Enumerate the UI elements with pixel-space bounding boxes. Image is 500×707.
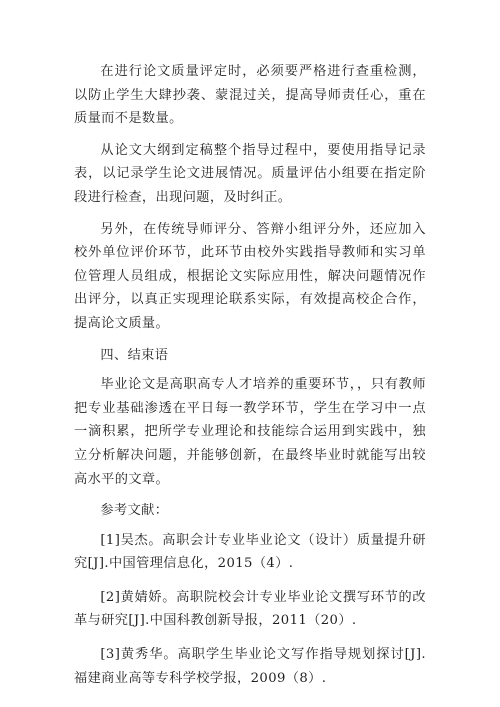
reference-item-2: [2]黄婧娇。高职院校会计专业毕业论文撰写环节的改革与研究[J].中国科教创新导报，2011（20）. <box>74 589 426 629</box>
references-heading: 参考文献： <box>100 503 169 519</box>
paragraph-external-evaluation: 另外，在传统导师评分、答辩小组评分外，还应加入校外单位评价环节，此环节由校外实践指导教师和实习单位管理人员组成，根据论文实际应用性，解决问题情况作出评分，以真正实现理论联系实际，有效提高校企合作，提高论文质量。 <box>74 221 426 331</box>
paragraph-quality-check: 在进行论文质量评定时，必须要严格进行查重检测，以防止学生大肆抄袭、蒙混过关，提高导师责任心，重在质量而不是数量。 <box>74 64 426 127</box>
paragraph-conclusion: 毕业论文是高职高专人才培养的重要环节，，只有教师把专业基础渗透在平日每一教学环节，学生在学习中一点一滴积累，把所学专业理论和技能综合运用到实践中，独立分析解决问题，并能够创新，在最终毕业时就能写出较高水平的文章。 <box>74 377 426 487</box>
reference-item-1: [1]吴杰。高职会计专业毕业论文（设计）质量提升研究[J].中国管理信息化，2015（4）. <box>74 532 426 572</box>
paragraph-guidance-record: 从论文大纲到定稿整个指导过程中，要使用指导记录表，以记录学生论文进展情况。质量评估小组要在指定阶段进行检查，出现问题，及时纠正。 <box>74 142 426 205</box>
section-heading-conclusion: 四、结束语 <box>100 347 169 363</box>
reference-item-3: [3]黄秀华。高职学生毕业论文写作指导规划探讨[J].福建商业高等专科学校学报，2009（8）. <box>74 647 426 686</box>
